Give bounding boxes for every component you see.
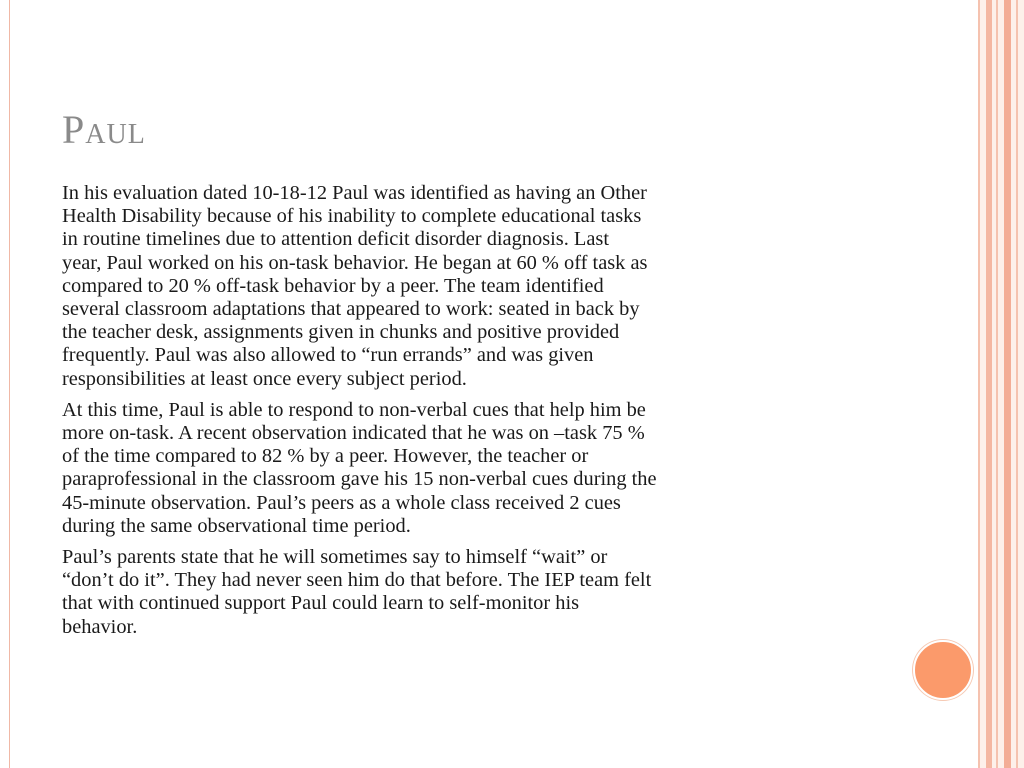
decorative-stripe [986, 0, 992, 768]
decorative-stripe [1004, 0, 1011, 768]
paragraph-parents: Paul’s parents state that he will sometimes say to himself “wait” or “don’t do it”. They had never seen him do that before. The IEP team felt that with continued support Paul could learn to self-monitor his behavior. [62, 546, 652, 638]
paragraph-evaluation: In his evaluation dated 10-18-12 Paul was identified as having an Other Health Disability because of his inability to complete educational tasks in routine timelines due to attention deficit disorder diagnosis. Last year, Paul worked on his on-task behavior. He began at 60 % off task as compared to 20 % off-task behavior by a peer. The team identified several classroom adaptations that appeared to work: seated in back by the teacher desk, assignments given in chunks and positive provided frequently. Paul was also allowed to “run errands” and was given responsibilities at least once every subject period. [62, 182, 648, 390]
decorative-stripe [996, 0, 998, 768]
decorative-stripe [978, 0, 980, 768]
decorative-stripe [1016, 0, 1018, 768]
decorative-circle [913, 640, 973, 700]
paragraph-current-status: At this time, Paul is able to respond to non-verbal cues that help him be more on-task. A recent observation indicated that he was on –task 75 % of the time compared to 82 % by a peer. However, the teacher or paraprofessional in the classroom gave his 15 non-verbal cues during the 45-minute observation. Paul’s peers as a whole class received 2 cues during the same observational time period. [62, 398, 657, 537]
left-border-line [9, 0, 10, 768]
slide-title: Paul [62, 107, 146, 152]
slide-body [62, 182, 892, 647]
